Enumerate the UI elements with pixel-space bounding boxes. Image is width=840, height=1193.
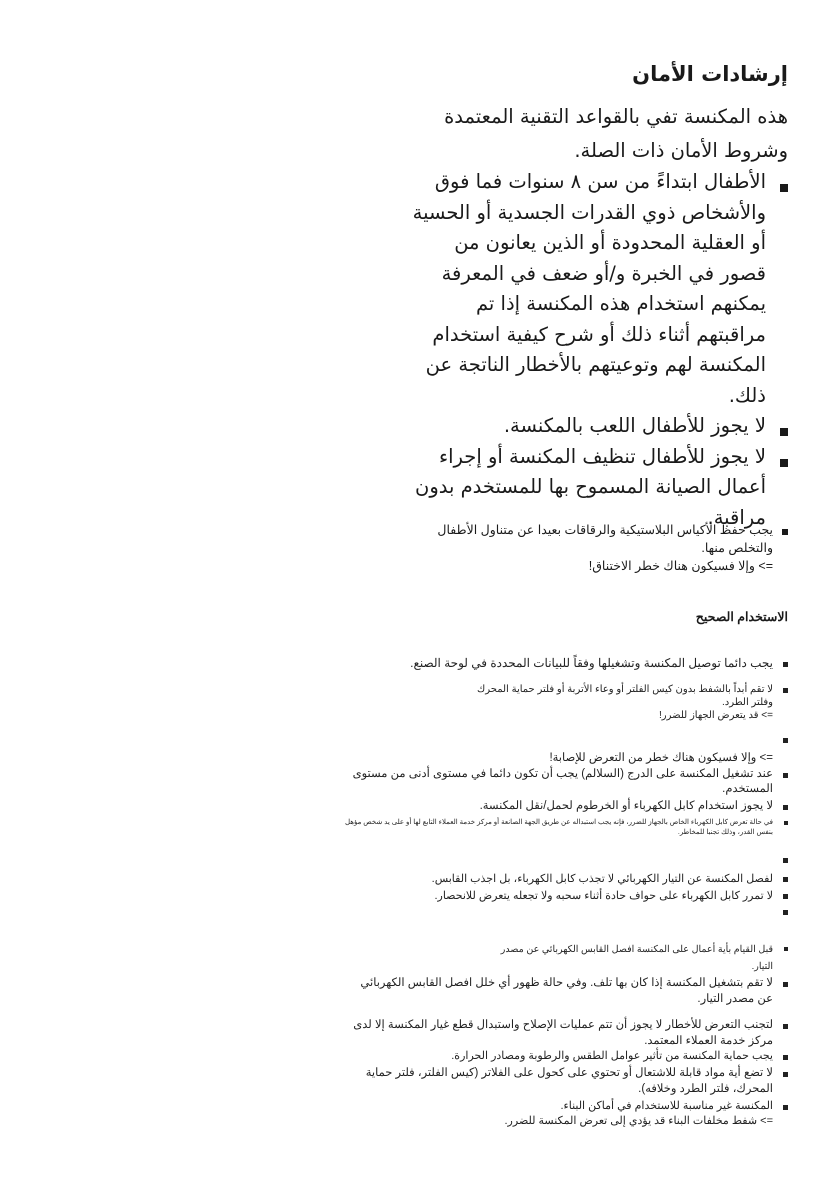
list-item-text: قبل القيام بأية أعمال على المكنسة افصل القابس الكهربائي عن مصدر التيار. xyxy=(500,944,773,972)
list-item-text: المكنسة غير مناسبة للاستخدام في أماكن البناء. xyxy=(560,1100,773,1112)
warning-note: => قد يتعرض الجهاز للضرر! xyxy=(659,710,773,721)
square-bullet-icon xyxy=(783,1055,788,1060)
list-item-text: لا تقم أبداً بالشفط بدون كيس الفلتر أو وعاء الأتربة أو فلتر حماية المحرك وفلتر الطرد. xyxy=(476,684,773,708)
list-item xyxy=(353,1049,788,1064)
list-item xyxy=(473,855,788,868)
list-item xyxy=(353,975,788,1007)
list-item-text: لا يجوز للأطفال اللعب بالمكنسة. xyxy=(503,414,766,437)
list-item-text: يجب حماية المكنسة من تأثير عوامل الطقس والرطوبة ومصادر الحرارة. xyxy=(451,1050,773,1062)
list-item xyxy=(343,767,788,797)
list-item-text: يجب حفظ الأكياس البلاستيكية والرقاقات بعيدا عن متناول الأطفال والتخلص منها. xyxy=(437,523,773,555)
intro-paragraph: هذه المكنسة تفي بالقواعد التقنية المعتمدة وشروط الأمان ذات الصلة. xyxy=(444,105,788,162)
list-item xyxy=(323,655,788,671)
list-item xyxy=(473,735,788,748)
list-item xyxy=(353,1065,788,1097)
list-item-text: لا يجوز استخدام كابل الكهرباء أو الخرطوم لحمل/نقل المكنسة. xyxy=(479,800,773,812)
list-item-text: الأطفال ابتداءً من سن ٨ سنوات فما فوق والأشخاص ذوي القدرات الجسدية أو الحسية أو العقلية المحدودة أو الذين يعانون من قصور في الخبرة و/أو ضعف في المعرفة يمكنهم استخدام هذه المكنسة إذا تم مراقبتهم أثناء ذلك أو شرح كيفية استخدام المكنسة لهم وتوعيتهم بالأخطار الناتجة عن ذلك. xyxy=(412,170,766,407)
list-item xyxy=(353,1017,788,1049)
warning-note: => شفط مخلفات البناء قد يؤدي إلى تعرض المكنسة للضرر. xyxy=(504,1115,773,1127)
list-item-text: لا تمرر كابل الكهرباء على حواف حادة أثناء سحبه ولا تجعله يتعرض للانحصار. xyxy=(434,890,773,902)
square-bullet-icon xyxy=(783,805,788,810)
list-item xyxy=(323,799,788,814)
square-bullet-icon xyxy=(783,1024,788,1029)
list-item-text: لا تضع أية مواد قابلة للاشتعال أو تحتوي على كحول على الفلاتر (كيس الفلتر، فلتر حماية المحرك، فلتر الطرد وخلافه). xyxy=(365,1067,773,1095)
list-item xyxy=(343,818,788,838)
list-item xyxy=(473,907,788,920)
list-item-text: لفصل المكنسة عن التيار الكهربائي لا تجذب كابل الكهرباء، بل اجذب القابس. xyxy=(431,873,773,885)
square-bullet-icon xyxy=(783,1072,788,1077)
list-item xyxy=(323,751,788,766)
square-bullet-icon xyxy=(783,738,788,743)
list-item xyxy=(373,872,788,886)
square-bullet-icon xyxy=(783,894,788,899)
list-item-text: في حالة تعرض كابل الكهرباء الخاص بالجهاز للضرر، فإنه يجب استبداله عن طريق الجهة الصانعة أو مركز خدمة العملاء التابع لها أو على يد شخص مؤهل بنفس القدر، وذلك تجنبا للمخاطر. xyxy=(344,819,773,836)
square-bullet-icon xyxy=(783,688,788,693)
list-item xyxy=(413,1099,788,1129)
square-bullet-icon xyxy=(783,877,788,882)
square-bullet-icon xyxy=(783,1105,788,1110)
list-item xyxy=(353,889,788,903)
square-bullet-icon xyxy=(783,858,788,863)
list-item-text: لا تقم بتشغيل المكنسة إذا كان بها تلف. وفي حالة ظهور أي خلل افصل القابس الكهربائي عن مصدر التيار. xyxy=(360,977,773,1005)
square-bullet-icon xyxy=(783,662,788,667)
square-bullet-icon xyxy=(784,947,788,951)
warning-note: => وإلا فسيكون هناك خطر الاختناق! xyxy=(588,559,773,573)
square-bullet-icon xyxy=(783,982,788,987)
list-item-text: عند تشغيل المكنسة على الدرج (السلالم) يجب أن تكون دائما في مستوى أدنى من مستوى المستخدم. xyxy=(352,768,773,795)
square-bullet-icon xyxy=(783,773,788,778)
section-heading: الاستخدام الصحيح xyxy=(695,610,788,624)
list-item-text: يجب دائما توصيل المكنسة وتشغيلها وفقاً للبيانات المحددة في لوحة الصنع. xyxy=(410,656,773,670)
list-item-text: => وإلا فسيكون هناك خطر من التعرض للإصابة! xyxy=(549,752,773,764)
list-item-text: لتجنب التعرض للأخطار لا يجوز أن تتم عمليات الإصلاح واستبدال قطع غيار المكنسة إلا لدى مركز خدمة العملاء المعتمد. xyxy=(353,1019,773,1047)
square-bullet-icon xyxy=(783,910,788,915)
page-title: إرشادات الأمان xyxy=(632,62,788,86)
square-bullet-icon xyxy=(784,821,788,825)
list-item-text: لا يجوز للأطفال تنظيف المكنسة أو إجراء أعمال الصيانة المسموح بها للمستخدم بدون مراقبة. xyxy=(415,444,766,529)
list-item xyxy=(493,941,788,975)
list-item xyxy=(473,683,788,722)
